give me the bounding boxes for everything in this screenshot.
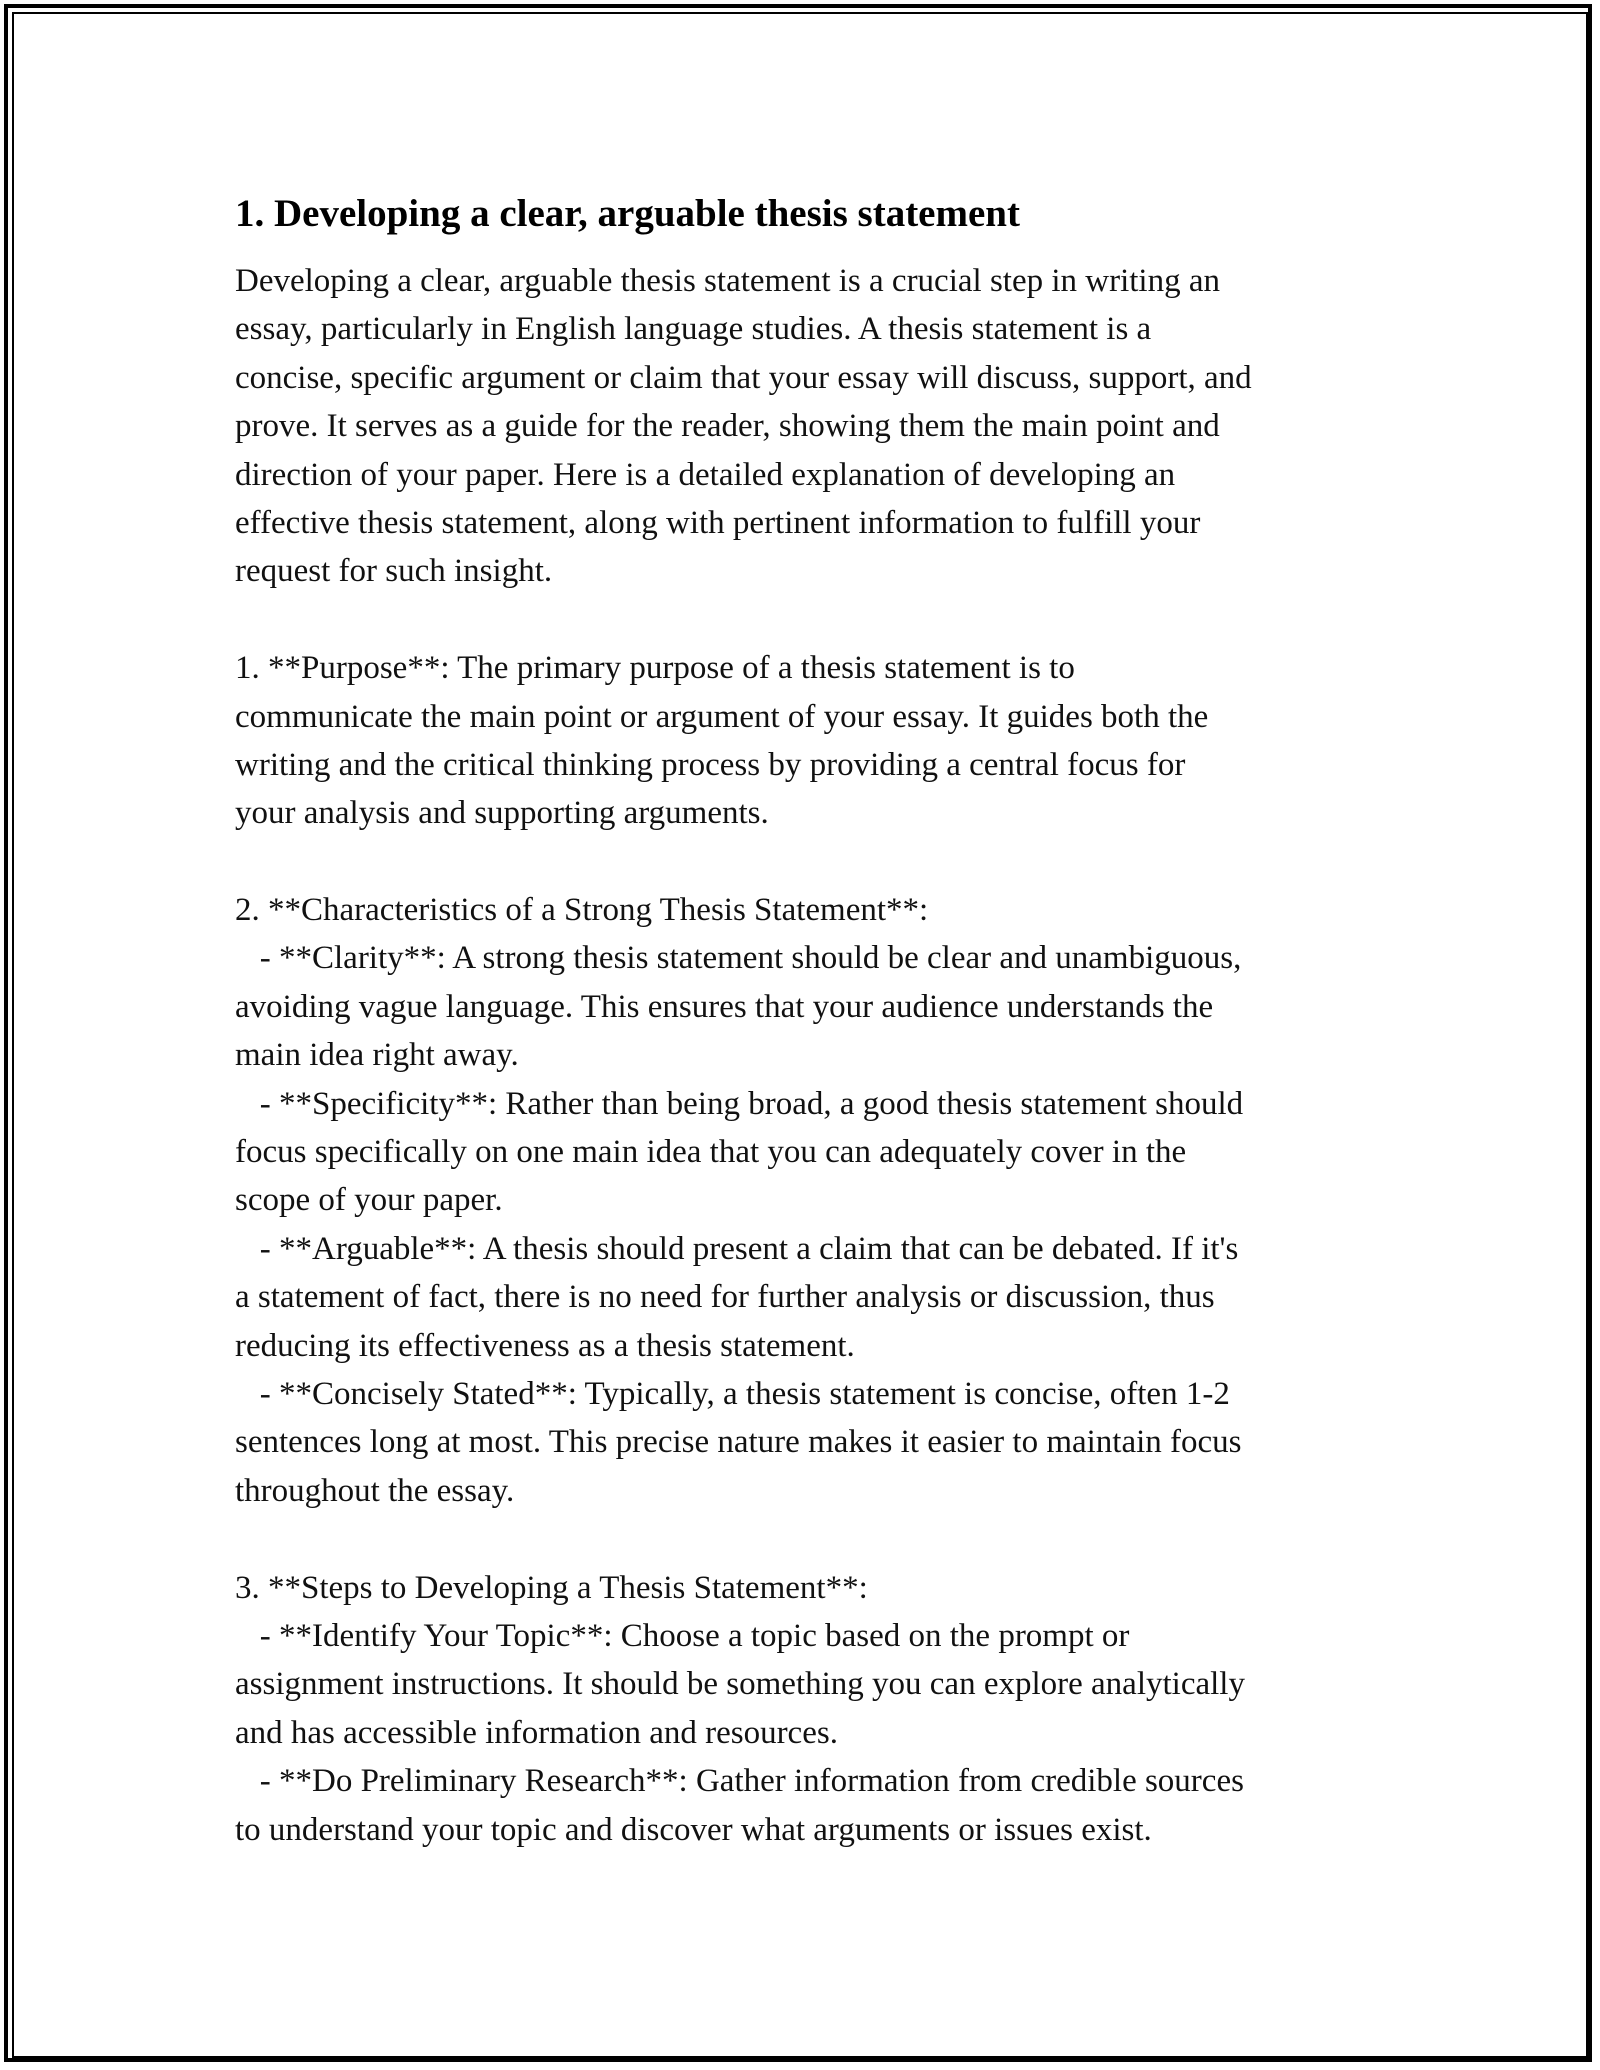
document-body — [235, 183, 1380, 1854]
text-line: - **Concisely Stated**: Typically, a thesis statement is concise, often 1-2 — [235, 1375, 1230, 1412]
text-line: your analysis and supporting arguments. — [235, 795, 769, 832]
text-line: assignment instructions. It should be something you can explore analytically — [235, 1666, 1245, 1703]
text-line: prove. It serves as a guide for the reader, showing them the main point and — [235, 408, 1220, 445]
text-line: concise, specific argument or claim that your essay will discuss, support, and — [235, 359, 1252, 396]
text-line: 3. **Steps to Developing a Thesis Statement**: — [235, 1569, 868, 1606]
text-line: communicate the main point or argument of your essay. It guides both the — [235, 698, 1209, 735]
text-line: - **Do Preliminary Research**: Gather information from credible sources — [235, 1763, 1244, 1800]
blank-line — [235, 596, 1380, 644]
text-line: direction of your paper. Here is a detailed explanation of developing an — [235, 456, 1176, 493]
text-line: writing and the critical thinking process by providing a central focus for — [235, 746, 1186, 783]
text-line: scope of your paper. — [235, 1182, 503, 1219]
text-line: Developing a clear, arguable thesis statement is a crucial step in writing an — [235, 263, 1220, 299]
text-line: effective thesis statement, along with pertinent information to fulfill your — [235, 504, 1201, 541]
text-line: essay, particularly in English language studies. A thesis statement is a — [235, 311, 1152, 348]
text-line: focus specifically on one main idea that you can adequately cover in the — [235, 1134, 1187, 1171]
text-line: reducing its effectiveness as a thesis statement. — [235, 1327, 855, 1364]
text-line: throughout the essay. — [235, 1472, 515, 1509]
text-line: - **Specificity**: Rather than being broad, a good thesis statement should — [235, 1085, 1244, 1122]
blank-line — [235, 1515, 1380, 1563]
text-line: to understand your topic and discover what arguments or issues exist. — [235, 1811, 1152, 1848]
text-line: sentences long at most. This precise nature makes it easier to maintain focus — [235, 1424, 1242, 1461]
section-heading: 1. Developing a clear, arguable thesis statement — [235, 192, 1020, 235]
text-line: a statement of fact, there is no need for further analysis or discussion, thus — [235, 1279, 1215, 1316]
text-line: - **Identify Your Topic**: Choose a topic based on the prompt or — [235, 1617, 1130, 1654]
text-line: 1. **Purpose**: The primary purpose of a thesis statement is to — [235, 650, 1075, 687]
text-line: avoiding vague language. This ensures that your audience understands the — [235, 988, 1214, 1025]
text-line: and has accessible information and resources. — [235, 1714, 838, 1751]
text-line: - **Arguable**: A thesis should present a claim that can be debated. If it's — [235, 1230, 1239, 1267]
text-line: request for such insight. — [235, 553, 553, 590]
document-text — [235, 257, 1380, 1854]
blank-line — [235, 838, 1380, 886]
text-line: - **Clarity**: A strong thesis statement should be clear and unambiguous, — [235, 940, 1242, 977]
text-line: 2. **Characteristics of a Strong Thesis Statement**: — [235, 892, 929, 929]
text-line: main idea right away. — [235, 1037, 519, 1074]
